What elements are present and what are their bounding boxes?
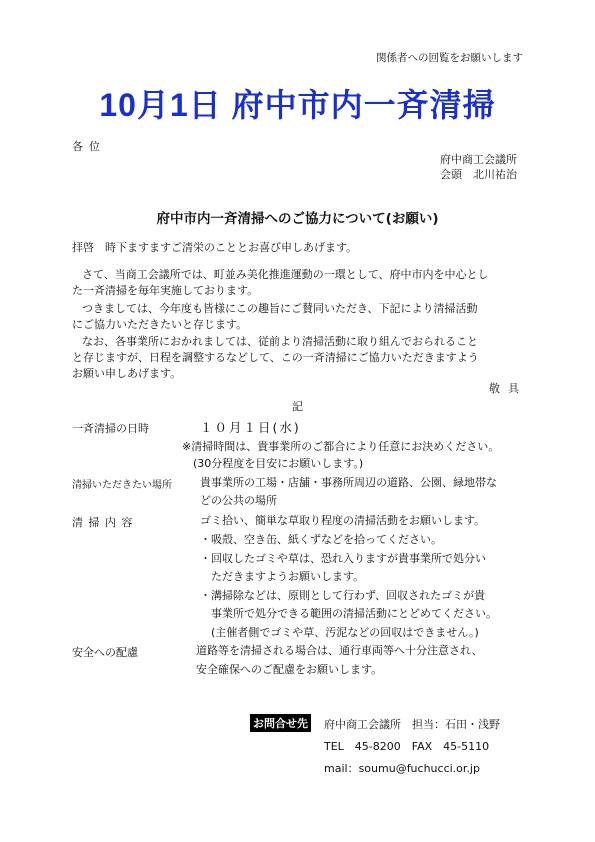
closing-keigu: 敬具	[489, 382, 527, 395]
body-line: と存じますが、日程を調整するなどして、この一斉清掃にご協力いただきますよう	[72, 351, 479, 364]
date-label: 一斉清掃の日時	[72, 422, 149, 435]
content-line: ゴミ拾い、簡単な草取り程度の清掃活動をお願いします。	[200, 514, 486, 527]
content-bullet: ・吸殻、空き缶、紙くずなどを拾ってください。	[200, 533, 442, 546]
sender-org: 府中商工会議所	[440, 153, 517, 166]
content-bullet: ・回収したゴミや草は、恐れ入りますが貴事業所で処分い	[200, 552, 486, 565]
place-label: 清掃いただきたい場所	[72, 480, 172, 491]
safety-label: 安全への配慮	[72, 646, 138, 659]
content-bullet: ただきますようお願いします。	[211, 570, 365, 583]
safety-line: 安全確保へのご配慮をお願いします。	[196, 663, 383, 676]
place-line: 貴事業所の工場・店舗・事務所周辺の道路、公園、緑地帯な	[200, 476, 497, 489]
place-line: どの公共の場所	[200, 494, 277, 507]
body-line: つきましては、今年度も皆様にこの趣旨にご賛同いただき、下記により清掃活動	[82, 302, 478, 315]
content-bullet: 事業所で処分できる範囲の清掃活動にとどめてください。	[211, 607, 497, 620]
body-line: た一斉清掃を毎年実施しております。	[72, 284, 259, 297]
sender-block	[440, 152, 517, 182]
body-line: なお、各事業所におかれましては、従前より清掃活動に取り組んでおられること	[82, 335, 478, 348]
page-title: 10月1日 府中市内一斉清掃	[99, 87, 496, 123]
contact-badge: お問合せ先	[250, 714, 311, 732]
contact-phone: TEL 45-8200 FAX 45-5110	[324, 740, 490, 753]
date-value: １０月１日(水)	[200, 420, 301, 435]
ki-heading: 記	[292, 400, 303, 413]
body-line: さて、当商工会議所では、町並み美化推進運動の一環として、府中市内を中心とし	[82, 268, 489, 281]
sender-person: 会頭 北川祐治	[440, 168, 517, 181]
body-line: にご協力いただきたいと存じます。	[72, 318, 248, 331]
circulation-notice: 関係者への回覧をお願いします	[376, 52, 523, 64]
contact-email[interactable]: mail：soumu@fuchucci.or.jp	[324, 762, 480, 775]
greeting-line: 拝啓 時下ますますご清栄のこととお喜び申しあげます。	[72, 241, 358, 254]
content-bullet: ・溝掃除などは、原則として行わず、回収されたゴミが貴	[200, 589, 486, 602]
date-note: (30分程度を目安にお願いします。)	[193, 457, 364, 470]
content-bullet: (主催者側でゴミや草、汚泥などの回収はできません。)	[211, 626, 479, 639]
body-line: お願い申しあげます。	[72, 367, 182, 380]
content-label: 清 掃 内 容	[72, 516, 134, 529]
contact-org: 府中商工会議所 担当：石田・浅野	[324, 718, 500, 731]
date-note: ※清掃時間は、貴事業所のご都合により任意にお決めください。	[182, 440, 500, 453]
letter-subject: 府中市内一斉清掃へのご協力について(お願い)	[156, 211, 439, 227]
addressee: 各位	[72, 140, 106, 153]
safety-line: 道路等を清掃される場合は、通行車両等へ十分注意され、	[196, 644, 483, 657]
